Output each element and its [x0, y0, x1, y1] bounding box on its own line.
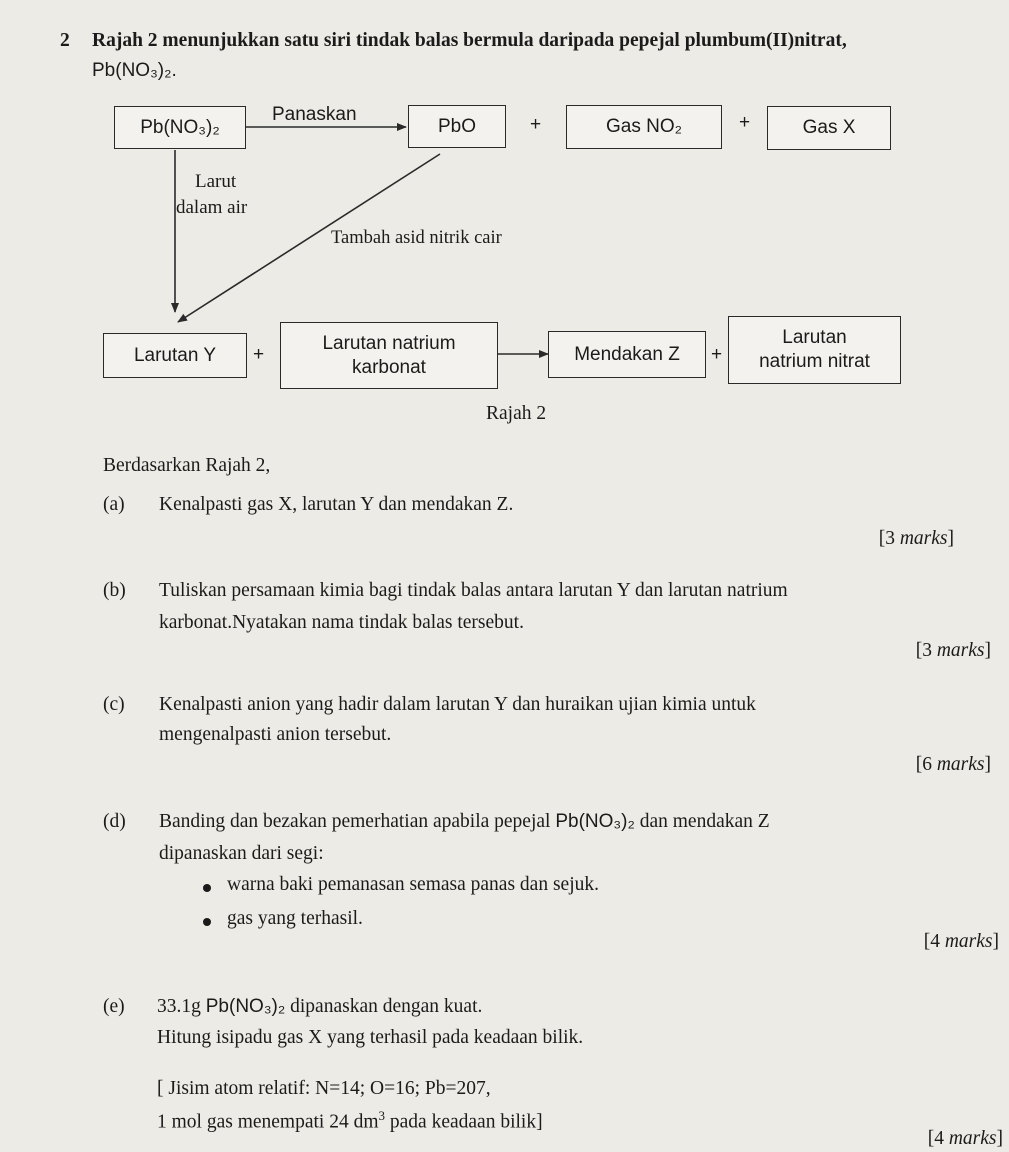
part-a-marks: [3 marks] — [878, 528, 954, 549]
question-intro-line1: Rajah 2 menunjukkan satu siri tindak balas bermula daripada pepejal plumbum(II)nitrat, — [92, 30, 847, 51]
part-e-line2: Hitung isipadu gas X yang terhasil pada keadaan bilik. — [157, 1027, 584, 1048]
part-c-marks: [6 marks] — [915, 754, 991, 775]
plus-sign-1: + — [530, 114, 542, 135]
part-c-line2: mengenalpasti anion tersebut. — [159, 724, 392, 745]
part-e-data-line1: [ Jisim atom relatif: N=14; O=16; Pb=207, — [157, 1078, 491, 1099]
bullet-dot-1 — [203, 884, 211, 892]
part-b-line1: Tuliskan persamaan kimia bagi tindak balas antara larutan Y dan larutan natrium — [159, 580, 788, 601]
sodium-nitrate-line2: natrium nitrat — [759, 351, 870, 372]
lead-nitrate-formula: Pb(NO₃)₂ — [555, 811, 635, 832]
part-d-bullet1: warna baki pemanasan semasa panas dan sejuk. — [227, 874, 599, 895]
part-c-label: (c) — [103, 694, 125, 715]
dissolve-label-line2: dalam air — [176, 197, 248, 218]
part-b-line2: karbonat.Nyatakan nama tindak balas tersebut. — [159, 612, 524, 633]
lead-nitrate-box — [114, 106, 246, 149]
part-c-line1: Kenalpasti anion yang hadir dalam larutan Y dan huraikan ujian kimia untuk — [159, 694, 756, 715]
part-d-line1: Banding dan bezakan pemerhatian apabila pepejal Pb(NO₃)₂ dan mendakan Z — [159, 811, 770, 832]
lead-nitrate-formula-e: Pb(NO₃)₂ — [205, 996, 286, 1017]
sodium-carbonate-box — [280, 322, 498, 389]
sodium-nitrate-box — [728, 316, 901, 384]
plus-sign-3: + — [253, 344, 265, 365]
heat-label: Panaskan — [272, 104, 357, 125]
part-d-bullet2: gas yang terhasil. — [227, 908, 363, 929]
part-e-line1: 33.1g Pb(NO₃)₂ dipanaskan dengan kuat. — [157, 996, 483, 1017]
gas-x-box — [767, 106, 891, 150]
pbo-label: PbO — [437, 115, 477, 137]
sodium-carbonate-line2: karbonat — [352, 356, 426, 378]
dissolve-label-line1: Larut — [195, 171, 237, 192]
sodium-nitrate-line1: Larutan — [782, 327, 847, 348]
precipitate-z-box — [548, 331, 706, 378]
sodium-carbonate-line1: Larutan natrium — [322, 332, 456, 354]
plus-sign-4: + — [711, 344, 723, 365]
pbo-box — [408, 105, 506, 148]
part-a-label: (a) — [103, 494, 125, 515]
gas-no2-box — [566, 105, 722, 149]
part-d-marks: [4 marks] — [923, 931, 999, 952]
lead-text: Berdasarkan Rajah 2, — [103, 455, 271, 476]
diagram-caption: Rajah 2 — [486, 403, 547, 424]
precipitate-z-label: Mendakan Z — [574, 343, 680, 365]
part-a-text: Kenalpasti gas X, larutan Y dan mendakan Z. — [159, 494, 514, 515]
part-d-line2: dipanaskan dari segi: — [159, 843, 324, 864]
question-intro-formula: Pb(NO₃)₂. — [92, 60, 177, 81]
question-number: 2 — [60, 30, 70, 51]
part-e-label: (e) — [103, 996, 125, 1017]
part-e-data-line2: 1 mol gas menempati 24 $dm^3$ pada keadaan bilik] — [157, 1108, 543, 1133]
gas-x-label: Gas X — [802, 117, 856, 138]
solution-y-box — [103, 333, 247, 378]
bullet-dot-2 — [203, 918, 211, 926]
part-b-marks: [3 marks] — [915, 640, 991, 661]
lead-nitrate-label: Pb(NO₃)₂ — [140, 116, 220, 138]
part-e-marks: [4 marks] — [927, 1128, 1003, 1149]
nitric-acid-label: Tambah asid nitrik cair — [331, 228, 502, 248]
part-b-label: (b) — [103, 580, 126, 601]
part-d-label: (d) — [103, 811, 126, 832]
plus-sign-2: + — [739, 112, 751, 133]
gas-no2-label: Gas NO₂ — [606, 116, 682, 137]
solution-y-label: Larutan Y — [133, 344, 217, 366]
